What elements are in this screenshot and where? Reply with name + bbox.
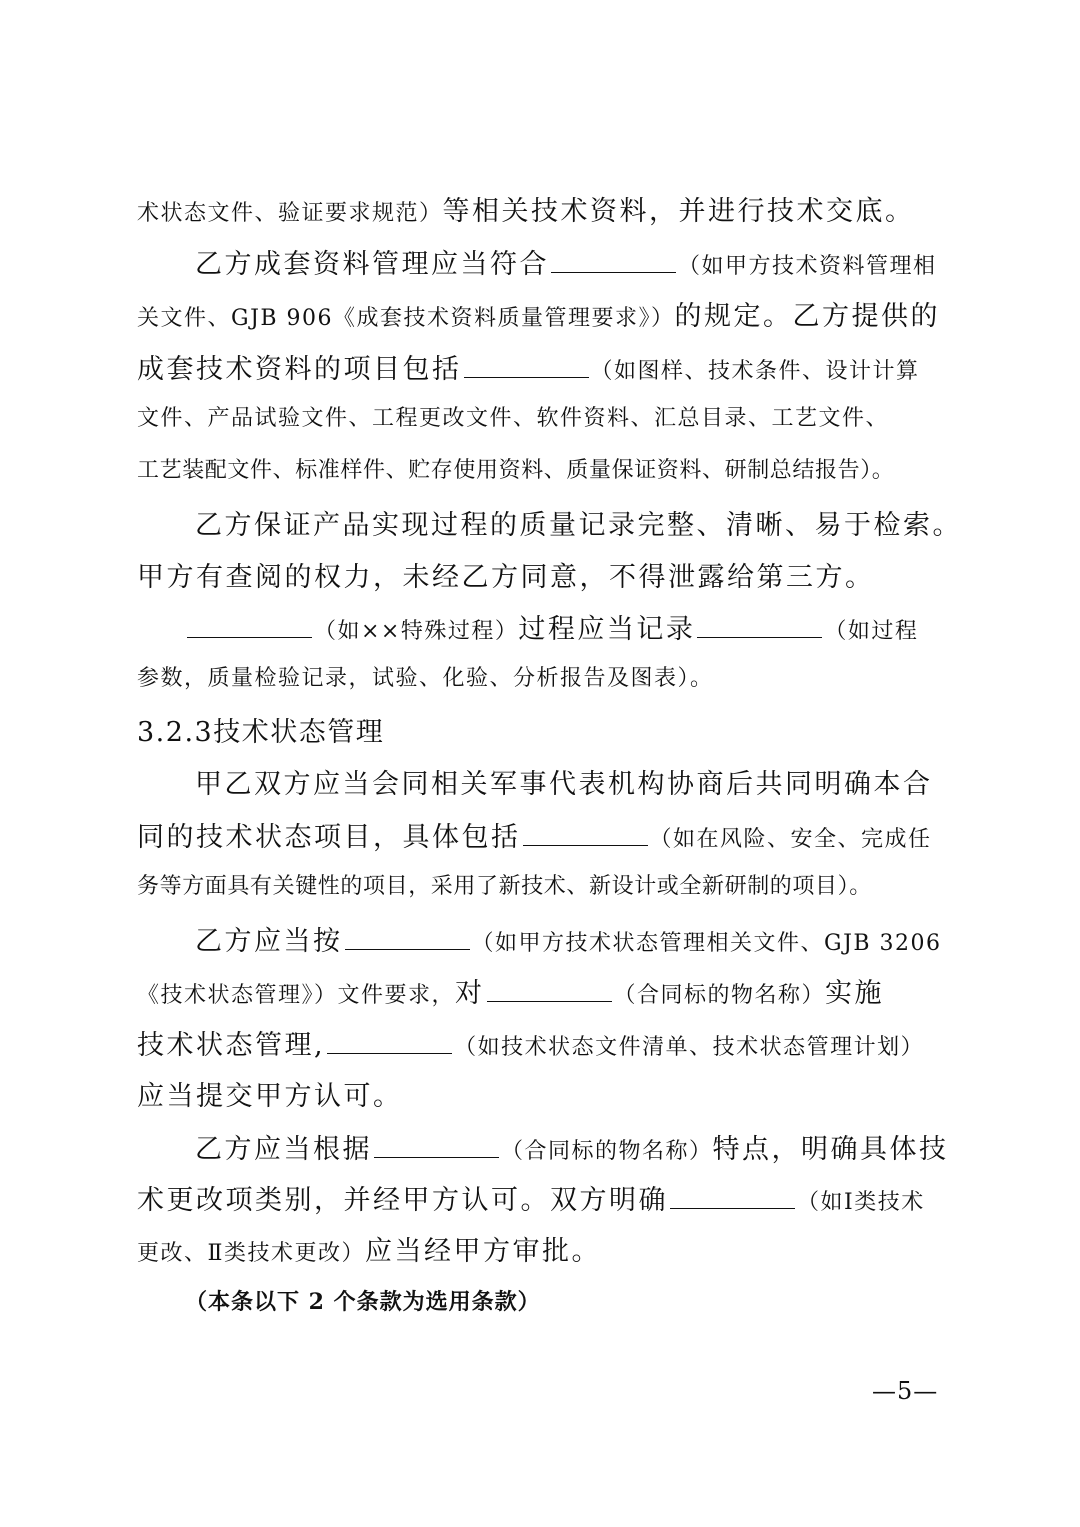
text-line [137,1186,925,1214]
text-line [137,876,872,898]
page-number: —5— [872,1377,939,1405]
text-line [137,564,875,591]
text-line [137,355,920,383]
fill-blank[interactable] [670,1186,795,1209]
text-segment: 术状态文件、验证要求规范） [137,201,443,226]
text-segment: （合同标的物名称） [501,1139,713,1164]
text-line [137,1031,924,1059]
text-segment: 乙方应当根据 [195,1134,372,1165]
text-segment: 技术状态管理, [137,1030,326,1061]
text-segment: 实施 [825,978,885,1009]
text-line [195,1135,949,1163]
text-segment: （如在风险、安全、完成任 [649,827,932,852]
text-segment: 应当提交甲方认可。 [137,1081,403,1112]
text-line [137,408,889,430]
text-segment: 等相关技术资料，并进行技术交底。 [442,196,915,227]
text-line [137,198,915,225]
text-segment: 术更改项类别，并经甲方认可。双方明确 [137,1185,668,1216]
text-line [185,615,918,643]
text-segment: （合同标的物名称） [613,983,826,1008]
text-segment: 乙方应当按 [195,926,343,957]
text-line [137,668,714,690]
text-line [195,927,942,955]
text-segment: 3.2.3技术状态管理 [137,717,385,748]
text-segment: 文件、产品试验文件、工程更改文件、软件资料、汇总目录、工艺文件、 [137,406,890,431]
text-segment: 甲方有查阅的权力，未经乙方同意，不得泄露给第三方。 [137,562,875,593]
text-segment: （本条以下 2 个条款为选用条款） [185,1289,541,1315]
text-line [195,512,962,539]
text-line [137,979,884,1007]
text-segment: 成套技术资料的项目包括 [137,354,462,385]
text-segment: 务等方面具有关键性的项目，采用了新技术、新设计或全新研制的项目）。 [137,874,872,899]
text-line [137,303,940,330]
note-line [185,1291,541,1313]
text-line [137,1238,601,1265]
text-segment: 乙方成套资料管理应当符合 [195,249,549,280]
text-segment: 同的技术状态项目，具体包括 [137,822,521,853]
fill-blank[interactable] [327,1031,452,1054]
text-segment: 特点，明确具体技 [712,1134,949,1165]
text-segment: （如Ⅰ类技术 [797,1190,925,1215]
text-segment: 的规定。乙方提供的 [674,301,941,332]
text-segment: （如甲方技术资料管理相 [678,254,937,279]
text-line [195,250,937,278]
fill-blank[interactable] [551,250,676,273]
text-segment: 工艺装配文件、标准样件、贮存使用资料、质量保证资料、研制总结报告）。 [137,458,895,483]
fill-blank[interactable] [697,615,822,638]
text-segment: 参数，质量检验记录，试验、化验、分析报告及图表）。 [137,666,714,691]
text-segment: （如过程 [824,619,919,644]
text-line [195,771,933,798]
text-segment: 关文件、GJB 906《成套技术资料质量管理要求》） [137,306,675,331]
text-segment: 更改、Ⅱ类技术更改） [137,1241,365,1266]
text-segment: 应当经甲方审批。 [364,1236,601,1267]
fill-blank[interactable] [523,823,648,846]
section-heading [137,719,384,746]
text-segment: （如××特殊过程） [314,619,519,644]
text-segment: 《技术状态管理》）文件要求， [137,983,456,1008]
text-line [137,460,894,482]
text-segment: 乙方保证产品实现过程的质量记录完整、清晰、易于检索。 [195,510,962,541]
text-line [137,1083,403,1110]
text-line [137,823,932,851]
text-segment: （如技术状态文件清单、技术状态管理计划） [454,1035,925,1060]
text-segment: 对 [455,978,485,1009]
fill-blank[interactable] [464,355,589,378]
fill-blank[interactable] [487,979,612,1002]
text-segment: （如图样、技术条件、设计计算 [590,359,920,384]
fill-blank[interactable] [187,615,312,638]
text-segment: （如甲方技术状态管理相关文件、GJB 3206 [471,931,942,956]
fill-blank[interactable] [374,1135,499,1158]
text-segment: 甲乙双方应当会同相关军事代表机构协商后共同明确本合 [195,769,933,800]
fill-blank[interactable] [345,927,470,950]
text-segment: 过程应当记录 [518,614,696,645]
